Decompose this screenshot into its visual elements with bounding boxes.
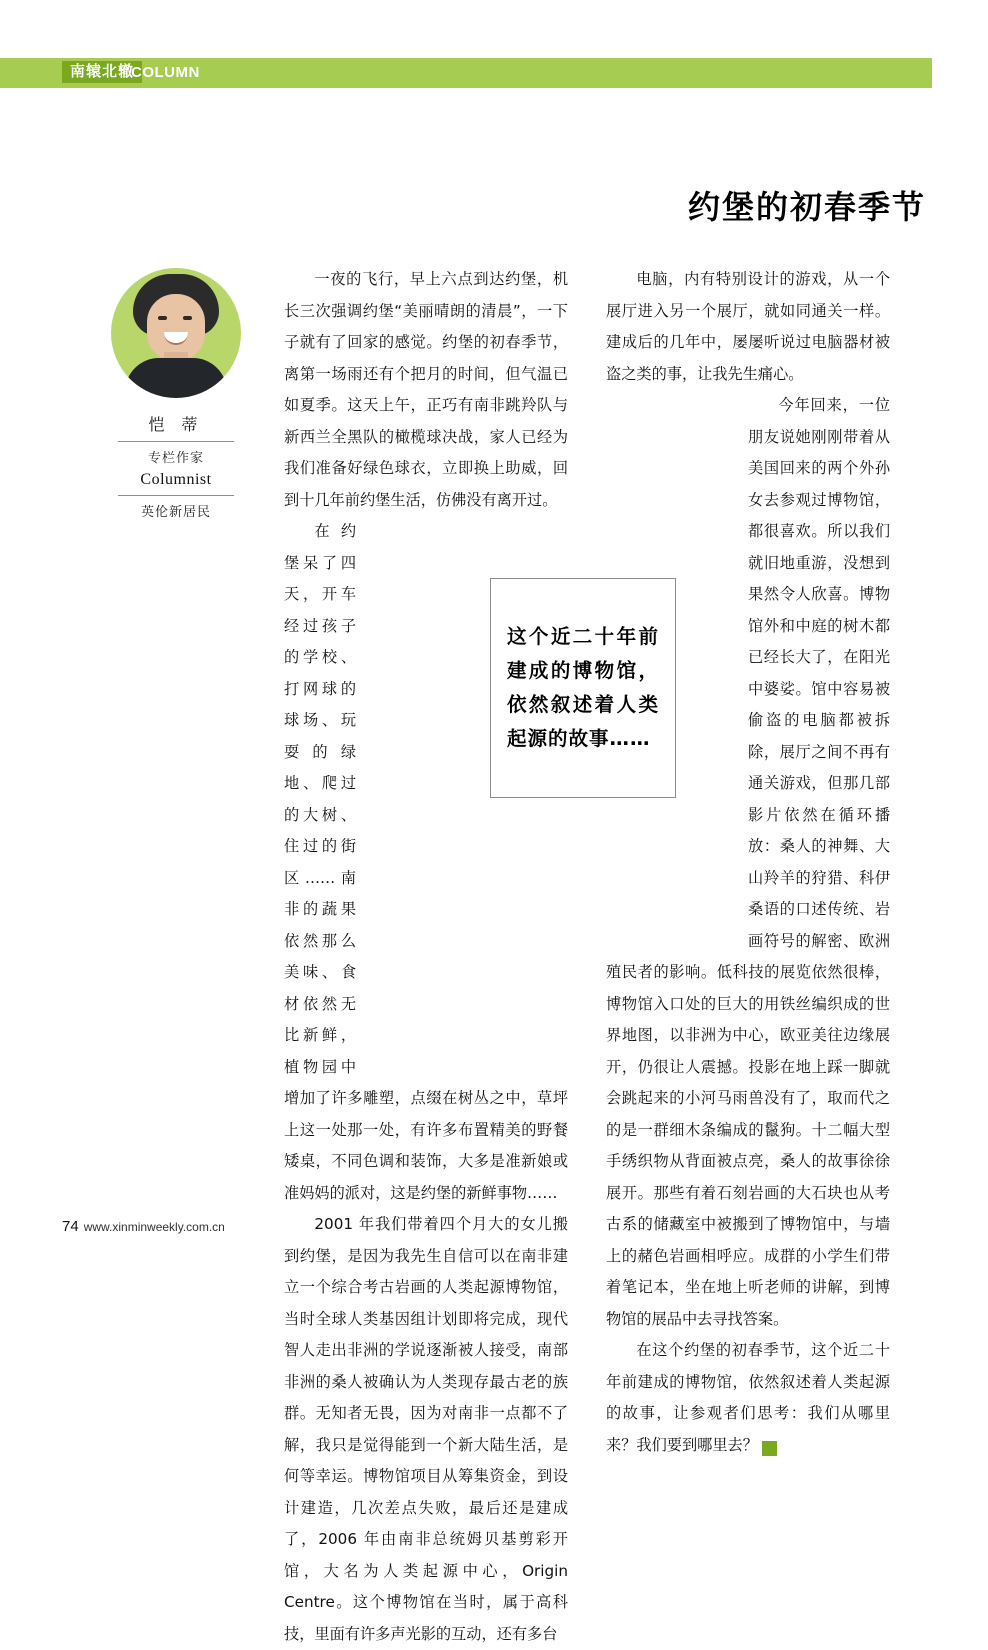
author-block xyxy=(92,268,260,520)
author-role: 专栏作家 xyxy=(147,451,204,466)
author-description: 英伦新居民 xyxy=(140,505,211,520)
footer xyxy=(62,1218,225,1235)
paragraph: 在约堡呆了四天，开车经过孩子的学校、打网球的球场、玩耍的绿地、爬过的大树、住过的街区……南非的蔬果依然那么美味、食材依然无比新鲜，植物园中增加了许多雕塑，点缀在树丛之中，草坪上这一处那一处，有许多布置精美的野餐矮桌，不同色调和装饰，大多是准新娘或准妈妈的派对，这是约堡的新鲜事物…… xyxy=(284,522,568,1202)
footer-site: www.xinminweekly.com.cn xyxy=(83,1220,225,1234)
paragraph: 一夜的飞行，早上六点到达约堡，机长三次强调约堡“美丽晴朗的清晨”，一下子就有了回家的感觉。约堡的初春季节，离第一场雨还有个把月的时间，但气温已如夏季。这天上午，正巧有南非跳羚队与新西兰全黑队的橄榄球决战，家人已经为我们准备好绿色球衣，立即换上助威，回到十几年前约堡生活，仿佛没有离开过。 xyxy=(284,270,568,509)
column-tag-cn: 南辕北辙 xyxy=(62,61,142,83)
paragraph: 电脑，内有特别设计的游戏，从一个展厅进入另一个展厅，就如同通关一样。建成后的几年中，屡屡听说过电脑器材被盗之类的事，让我先生痛心。 xyxy=(606,270,890,383)
body-column-left xyxy=(284,264,568,1650)
end-mark: 风 xyxy=(762,1441,777,1456)
author-role-en: Columnist xyxy=(140,471,212,488)
author-name: 恺 蒂 xyxy=(148,415,204,434)
page-number: 74 xyxy=(62,1218,79,1235)
paragraph: 2001 年我们带着四个月大的女儿搬到约堡，是因为我先生自信可以在南非建立一个综合考古岩画的人类起源博物馆，当时全球人类基因组计划即将完成，现代智人走出非洲的学说逐渐被人接受，南部非洲的桑人被确认为人类现存最古老的族群。无知者无畏，因为对南非一点都不了解，我只是觉得能到一个新大陆生活，是何等幸运。博物馆项目从筹集资金，到设计建造，几次差点失败，最后还是建成了，2006 年由南非总统姆贝基剪彩开馆，大名为人类起源中心，Origin Centre。这个博物馆在当时，属于高科技，里面有许多声光影的互动，还有多台 xyxy=(284,1215,568,1643)
paragraph-final xyxy=(606,1335,890,1461)
divider xyxy=(118,441,234,442)
page-title: 约堡的初春季节 xyxy=(687,188,926,226)
avatar xyxy=(111,268,241,398)
body-column-right xyxy=(606,264,890,1461)
pullquote-wrap-spacer xyxy=(364,826,568,1062)
paragraph-text: 在这个约堡的初春季节，这个近二十年前建成的博物馆，依然叙述着人类起源的故事，让参观者们思考：我们从哪里来？我们要到哪里去？ xyxy=(606,1341,890,1454)
column-tag-en: COLUMN xyxy=(131,64,200,81)
pullquote-text: 这个近二十年前建成的博物馆，依然叙述着人类起源的故事…… xyxy=(507,625,659,750)
paragraph: 今年回来，一位朋友说她刚刚带着从美国回来的两个外孙女去参观过博物馆，都很喜欢。所以我们就旧地重游，没想到果然令人欣喜。博物馆外和中庭的树木都已经长大了，在阳光中婆娑。馆中容易被偷盗的电脑都被拆除，展厅之间不再有通关游戏，但那几部影片依然在循环播放：桑人的神舞、大山羚羊的狩猎、科伊桑语的口述传统、岩画符号的解密、欧洲殖民者的影响。低科技的展览依然很棒，博物馆入口处的巨大的用铁丝编织成的世界地图，以非洲为中心，欧亚美往边缘展开，仍很让人震撼。投影在地上踩一脚就会跳起来的小河马雨兽没有了，取而代之的是一群细木条编成的鬣狗。十二幅大型手绣织物从背面被点亮，桑人的故事徐徐展开。那些有着石刻岩画的大石块也从考古系的储藏室中被搬到了博物馆中，与墙上的赭色岩画相呼应。成群的小学生们带着笔记本，坐在地上听老师的讲解，到博物馆的展品中去寻找答案。 xyxy=(606,396,890,1328)
divider xyxy=(118,495,234,496)
pullquote-box xyxy=(490,578,676,798)
